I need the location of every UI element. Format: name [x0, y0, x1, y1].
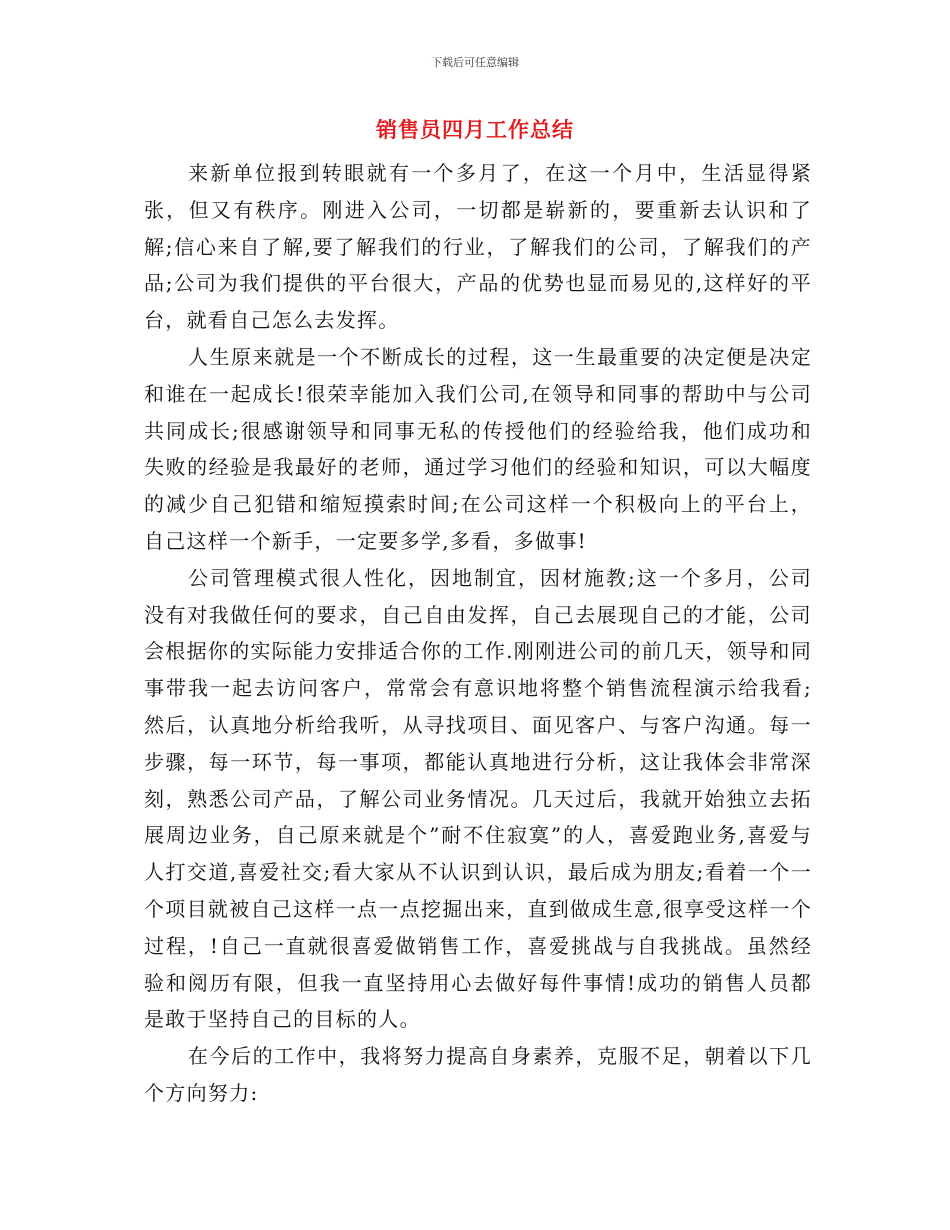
- document-title: 销售员四月工作总结: [376, 118, 574, 142]
- document-body: [144, 155, 812, 1112]
- paragraph: 在今后的工作中，我将努力提高自身素养，克服不足，朝着以下几个方向努力:: [144, 1044, 812, 1105]
- paragraph: 来新单位报到转眼就有一个多月了，在这一个月中，生活显得紧张，但又有秩序。刚进入公司，一切都是崭新的，要重新去认识和了解;信心来自了解,要了解我们的行业，了解我们的公司，了解我们的产品;公司为我们提供的平台很大，产品的优势也显而易见的,这样好的平台，就看自己怎么去发挥。: [144, 161, 812, 333]
- paragraph: 人生原来就是一个不断成长的过程，这一生最重要的决定便是决定和谁在一起成长!很荣幸能加入我们公司,在领导和同事的帮助中与公司共同成长;很感谢领导和同事无私的传授他们的经验给我，他们成功和失败的经验是我最好的老师，通过学习他们的经验和知识，可以大幅度的减少自己犯错和缩短摸索时间;在公司这样一个积极向上的平台上，自己这样一个新手，一定要多学,多看，多做事!: [144, 344, 812, 553]
- paragraph: 公司管理模式很人性化，因地制宜，因材施教;这一个多月，公司没有对我做任何的要求，自己自由发挥，自己去展现自己的才能，公司会根据你的实际能力安排适合你的工作.刚刚进公司的前几天，领导和同事带我一起去访问客户，常常会有意识地将整个销售流程演示给我看;然后，认真地分析给我听，从寻找项目、面见客户、与客户沟通。每一步骤，每一环节，每一事项，都能认真地进行分析，这让我体会非常深刻，熟悉公司产品，了解公司业务情况。几天过后，我就开始独立去拓展周边业务，自己原来就是个”耐不住寂寞”的人，喜爱跑业务,喜爱与人打交道,喜爱社交;看大家从不认识到认识，最后成为朋友;看着一个一个项目就被自己这样一点一点挖掘出来，直到做成生意,很享受这样一个过程，!自己一直就很喜爱做销售工作，喜爱挑战与自我挑战。虽然经验和阅历有限，但我一直坚持用心去做好每件事情!成功的销售人员都是敢于坚持自己的目标的人。: [144, 565, 812, 1032]
- header-note: 下载后可任意编辑: [431, 56, 519, 69]
